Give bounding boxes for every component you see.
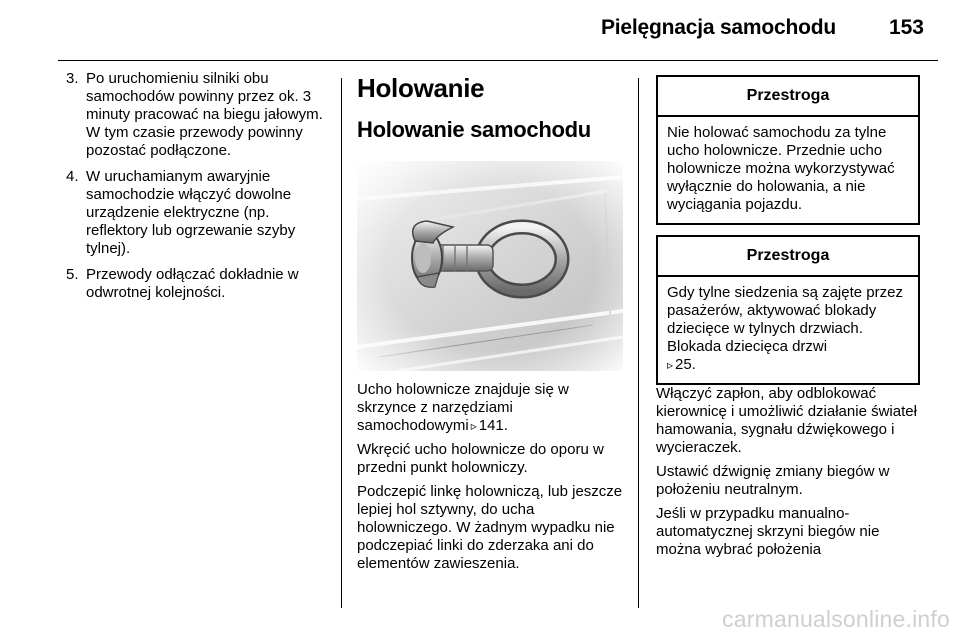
column-middle bbox=[357, 72, 625, 579]
header-rule bbox=[58, 60, 938, 61]
warning-text: Gdy tylne siedzenia są zajęte przez pasażerów, aktywować blokady dziecięce w tylnych drzwiach. Blokada dziecięca drzwi bbox=[667, 284, 903, 355]
warning-title: Przestroga bbox=[658, 77, 918, 117]
list-item bbox=[62, 70, 332, 160]
subsection-title: Holowanie samochodu bbox=[357, 117, 591, 142]
step-number: 4. bbox=[66, 168, 79, 185]
steps-list bbox=[62, 70, 332, 302]
step-text: Przewody odłączać dokładnie w odwrotnej kolejności. bbox=[86, 266, 299, 301]
page-reference: 141. bbox=[478, 417, 508, 434]
warning-body bbox=[658, 277, 918, 383]
list-item bbox=[62, 266, 332, 302]
column-right bbox=[656, 75, 920, 565]
paragraph: Jeśli w przypadku manualno-automatycznej skrzyni biegów nie można wybrać położenia bbox=[656, 505, 880, 558]
paragraph: Wkręcić ucho holownicze do oporu w przedni punkt holowniczy. bbox=[357, 441, 604, 476]
paragraph bbox=[357, 381, 625, 435]
towing-eye-photo bbox=[357, 161, 623, 371]
warning-box bbox=[656, 235, 920, 385]
step-number: 3. bbox=[66, 70, 79, 87]
column-left bbox=[62, 70, 332, 310]
warning-title: Przestroga bbox=[658, 237, 918, 277]
warning-body: Nie holować samochodu za tylne ucho holownicze. Przednie ucho holownicze można wykorzystywać wyłącznie do holowania, a nie wyciągania pojazdu. bbox=[667, 124, 895, 213]
page-number: 153 bbox=[888, 16, 924, 39]
paragraph-text: Ucho holownicze znajduje się w skrzynce z narzędziami samochodowymi bbox=[357, 381, 569, 434]
page-reference-icon: ▹ bbox=[667, 358, 674, 372]
paragraph: Ustawić dźwignię zmiany biegów w położeniu neutralnym. bbox=[656, 463, 890, 498]
step-text: Po uruchomieniu silniki obu samochodów powinny przez ok. 3 minuty pracować na biegu jałowym. W tym czasie przewody powinny pozostać podłączone. bbox=[86, 70, 323, 159]
paragraph: Włączyć zapłon, aby odblokować kierownicę i umożliwić działanie świateł hamowania, sygnału dźwiękowego i wycieraczek. bbox=[656, 385, 917, 456]
page-reference: 25. bbox=[675, 356, 696, 373]
page-title: Pielęgnacja samochodu bbox=[600, 16, 836, 39]
paragraph: Podczepić linkę holowniczą, lub jeszcze lepiej hol sztywny, do ucha holowniczego. W żadnym wypadku nie podczepiać linki do zderzaka ani do elementów zawieszenia. bbox=[357, 483, 623, 572]
warning-box bbox=[656, 75, 920, 225]
page-reference-icon: ▹ bbox=[470, 419, 477, 433]
step-text: W uruchamianym awaryjnie samochodzie włączyć dowolne urządzenie elektryczne (np. reflektory lub ogrzewanie szyby tylnej). bbox=[86, 168, 296, 257]
column-divider-left bbox=[341, 78, 342, 608]
column-divider-right bbox=[638, 78, 639, 608]
step-number: 5. bbox=[66, 266, 79, 283]
watermark: carmanualsonline.info bbox=[722, 606, 950, 632]
list-item bbox=[62, 168, 332, 258]
section-title: Holowanie bbox=[357, 73, 485, 103]
